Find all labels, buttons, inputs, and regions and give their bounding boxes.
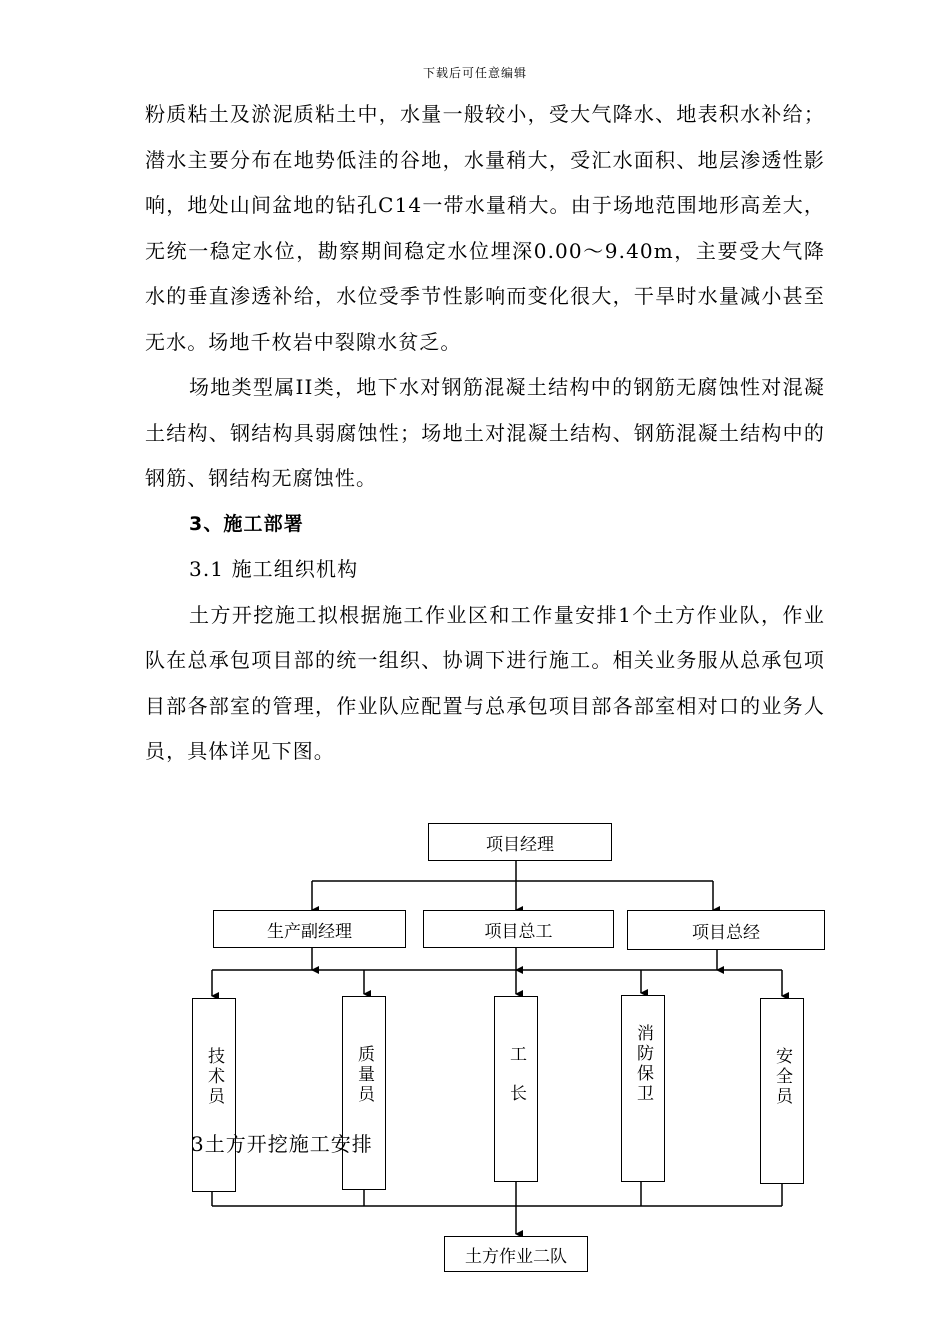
org-box-manager-1: 生产副经理 [213,910,406,948]
staff-4-label: 消防保卫 [633,1024,653,1104]
staff-3-label: 工长 [506,1045,526,1123]
overlapped-heading: 3土方开挖施工安排 [191,1132,373,1156]
org-box-staff-5 [760,998,804,1184]
org-box-bottom: 土方作业二队 [444,1236,588,1272]
paragraph-1: 粉质粘土及淤泥质粘土中，水量一般较小，受大气降水、地表积水补给；潜水主要分布在地势低洼的谷地，水量稍大，受汇水面积、地层渗透性影响，地处山间盆地的钻孔C14一带水量稍大。由于场地范围地形高差大，无统一稳定水位，勘察期间稳定水位埋深0.00～9.40m，主要受大气降水的垂直渗透补给，水位受季节性影响而变化很大，干旱时水量减小甚至无水。场地千枚岩中裂隙水贫乏。 [145,102,825,354]
document-body [145,92,825,775]
subsection-heading: 3.1 施工组织机构 [189,557,359,581]
paragraph-2: 场地类型属II类，地下水对钢筋混凝土结构中的钢筋无腐蚀性对混凝土结构、钢结构具弱腐蚀性；场地土对混凝土结构、钢筋混凝土结构中的钢筋、钢结构无腐蚀性。 [145,375,825,490]
staff-2-label: 质量员 [354,1045,374,1105]
staff-5-label: 安全员 [772,1047,792,1107]
paragraph-3: 土方开挖施工拟根据施工作业区和工作量安排1个土方作业队，作业队在总承包项目部的统一组织、协调下进行施工。相关业务服从总承包项目部各部室的管理，作业队应配置与总承包项目部各部室相对口的业务人员，具体详见下图。 [145,602,825,763]
org-box-manager-2: 项目总工 [423,910,614,948]
org-box-manager-3: 项目总经 [627,910,825,950]
header-note: 下载后可任意编辑 [422,66,527,80]
staff-1-label: 技术员 [204,1047,224,1107]
org-box-staff-3 [494,996,538,1182]
section-heading: 3、施工部署 [189,512,304,535]
org-box-staff-2 [342,996,386,1190]
org-box-staff-4 [621,995,665,1182]
org-box-staff-1 [192,998,236,1192]
org-box-top: 项目经理 [428,823,612,861]
